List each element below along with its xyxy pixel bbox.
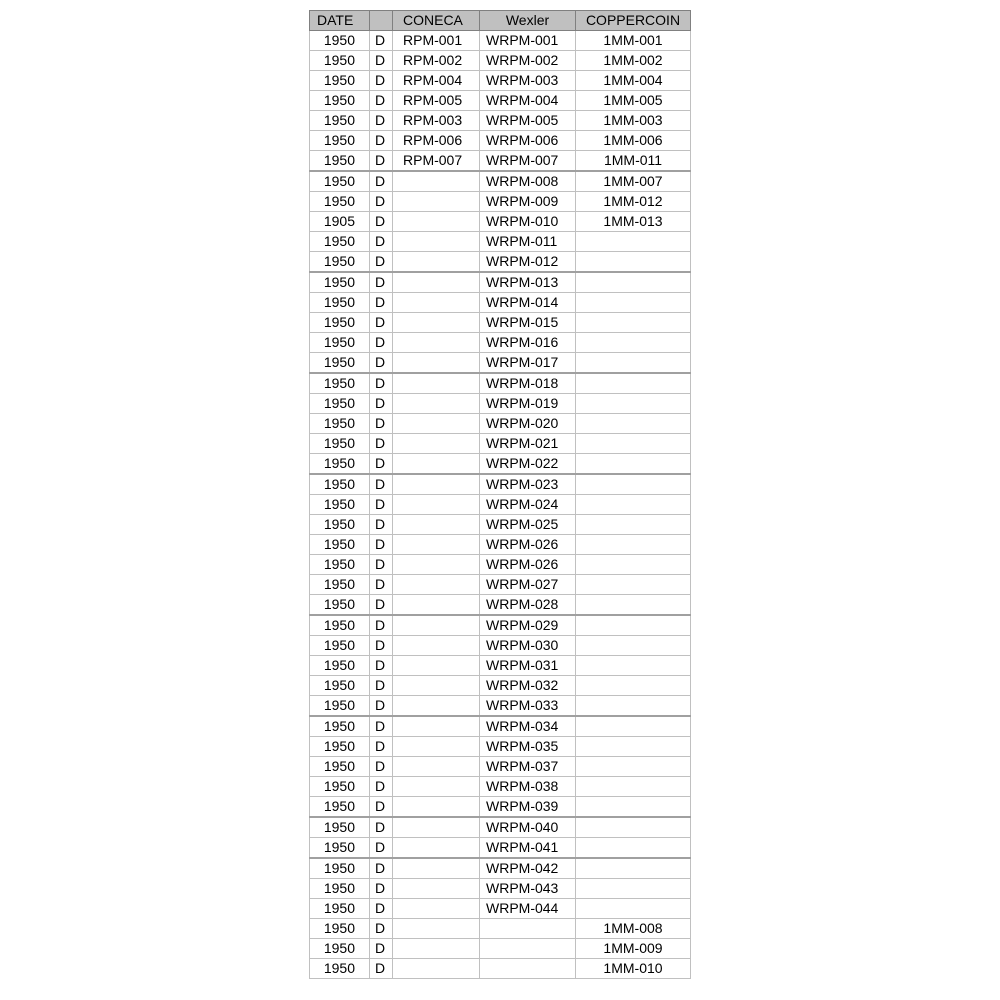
coppercoin-cell[interactable] <box>576 899 691 919</box>
date-cell[interactable]: 1950 <box>310 474 370 495</box>
coneca-cell[interactable] <box>393 373 480 394</box>
mint-cell[interactable]: D <box>370 777 393 797</box>
coppercoin-cell[interactable] <box>576 656 691 676</box>
mint-cell[interactable]: D <box>370 454 393 475</box>
mint-cell[interactable]: D <box>370 111 393 131</box>
mint-cell[interactable]: D <box>370 959 393 979</box>
date-cell[interactable]: 1950 <box>310 817 370 838</box>
coneca-cell[interactable] <box>393 414 480 434</box>
table-row <box>310 51 691 71</box>
date-cell[interactable]: 1950 <box>310 171 370 192</box>
mint-cell[interactable]: D <box>370 555 393 575</box>
coppercoin-cell[interactable] <box>576 595 691 616</box>
coppercoin-cell[interactable] <box>576 272 691 293</box>
coppercoin-cell[interactable] <box>576 333 691 353</box>
date-cell[interactable]: 1950 <box>310 454 370 475</box>
coneca-cell[interactable] <box>393 454 480 475</box>
mint-cell[interactable]: D <box>370 919 393 939</box>
coppercoin-cell[interactable]: 1MM-002 <box>576 51 691 71</box>
date-cell[interactable]: 1950 <box>310 232 370 252</box>
wexler-cell[interactable]: WRPM-005 <box>480 111 576 131</box>
wexler-cell[interactable]: WRPM-037 <box>480 757 576 777</box>
wexler-cell[interactable] <box>480 939 576 959</box>
header-coneca[interactable]: CONECA <box>393 11 480 31</box>
coppercoin-cell[interactable] <box>576 676 691 696</box>
mint-cell[interactable]: D <box>370 313 393 333</box>
mint-cell[interactable]: D <box>370 495 393 515</box>
table-row <box>310 535 691 555</box>
coneca-cell[interactable] <box>393 474 480 495</box>
wexler-cell[interactable]: WRPM-030 <box>480 636 576 656</box>
date-cell[interactable]: 1950 <box>310 555 370 575</box>
mint-cell[interactable]: D <box>370 131 393 151</box>
date-cell[interactable]: 1950 <box>310 91 370 111</box>
date-cell[interactable]: 1950 <box>310 111 370 131</box>
date-cell[interactable]: 1905 <box>310 212 370 232</box>
date-cell[interactable]: 1950 <box>310 151 370 172</box>
wexler-cell[interactable] <box>480 919 576 939</box>
table-row <box>310 595 691 616</box>
coneca-cell[interactable] <box>393 555 480 575</box>
coppercoin-cell[interactable]: 1MM-009 <box>576 939 691 959</box>
coppercoin-cell[interactable]: 1MM-007 <box>576 171 691 192</box>
mint-cell[interactable]: D <box>370 373 393 394</box>
table-row <box>310 232 691 252</box>
wexler-cell[interactable]: WRPM-035 <box>480 737 576 757</box>
table-row <box>310 151 691 172</box>
table-row <box>310 91 691 111</box>
coppercoin-cell[interactable] <box>576 454 691 475</box>
date-cell[interactable]: 1950 <box>310 515 370 535</box>
wexler-cell[interactable]: WRPM-016 <box>480 333 576 353</box>
table-row <box>310 495 691 515</box>
mint-cell[interactable]: D <box>370 151 393 172</box>
coppercoin-cell[interactable] <box>576 495 691 515</box>
coneca-cell[interactable] <box>393 595 480 616</box>
wexler-cell[interactable]: WRPM-040 <box>480 817 576 838</box>
date-cell[interactable]: 1950 <box>310 899 370 919</box>
coppercoin-cell[interactable] <box>576 817 691 838</box>
coneca-cell[interactable] <box>393 252 480 273</box>
coneca-cell[interactable] <box>393 495 480 515</box>
wexler-cell[interactable]: WRPM-041 <box>480 838 576 859</box>
coppercoin-cell[interactable] <box>576 615 691 636</box>
coppercoin-cell[interactable] <box>576 879 691 899</box>
mint-cell[interactable]: D <box>370 51 393 71</box>
wexler-cell[interactable]: WRPM-013 <box>480 272 576 293</box>
date-cell[interactable]: 1950 <box>310 51 370 71</box>
wexler-cell[interactable]: WRPM-010 <box>480 212 576 232</box>
coppercoin-cell[interactable] <box>576 353 691 374</box>
coppercoin-cell[interactable] <box>576 575 691 595</box>
coppercoin-cell[interactable] <box>576 515 691 535</box>
coppercoin-cell[interactable]: 1MM-005 <box>576 91 691 111</box>
table-row <box>310 192 691 212</box>
mint-cell[interactable]: D <box>370 939 393 959</box>
coppercoin-cell[interactable]: 1MM-003 <box>576 111 691 131</box>
mint-cell[interactable]: D <box>370 31 393 51</box>
wexler-cell[interactable]: WRPM-023 <box>480 474 576 495</box>
mint-cell[interactable]: D <box>370 817 393 838</box>
wexler-cell[interactable]: WRPM-042 <box>480 858 576 879</box>
date-cell[interactable]: 1950 <box>310 757 370 777</box>
wexler-cell[interactable]: WRPM-022 <box>480 454 576 475</box>
coneca-cell[interactable] <box>393 919 480 939</box>
table-row <box>310 858 691 879</box>
mint-cell[interactable]: D <box>370 858 393 879</box>
mint-cell[interactable]: D <box>370 71 393 91</box>
wexler-cell[interactable]: WRPM-006 <box>480 131 576 151</box>
table-row <box>310 313 691 333</box>
date-cell[interactable]: 1950 <box>310 939 370 959</box>
coppercoin-cell[interactable] <box>576 232 691 252</box>
date-cell[interactable]: 1950 <box>310 71 370 91</box>
mint-cell[interactable]: D <box>370 333 393 353</box>
coneca-cell[interactable]: RPM-004 <box>393 71 480 91</box>
wexler-cell[interactable]: WRPM-027 <box>480 575 576 595</box>
date-cell[interactable]: 1950 <box>310 373 370 394</box>
coneca-cell[interactable] <box>393 737 480 757</box>
mint-cell[interactable]: D <box>370 676 393 696</box>
date-cell[interactable]: 1950 <box>310 595 370 616</box>
date-cell[interactable]: 1950 <box>310 192 370 212</box>
coppercoin-cell[interactable]: 1MM-004 <box>576 71 691 91</box>
table-row <box>310 696 691 717</box>
date-cell[interactable]: 1950 <box>310 313 370 333</box>
coneca-cell[interactable]: RPM-006 <box>393 131 480 151</box>
table-row <box>310 434 691 454</box>
table-row <box>310 615 691 636</box>
date-cell[interactable]: 1950 <box>310 879 370 899</box>
table-body <box>310 31 691 979</box>
table-row <box>310 454 691 475</box>
mint-cell[interactable]: D <box>370 394 393 414</box>
mint-cell[interactable]: D <box>370 615 393 636</box>
coneca-cell[interactable] <box>393 575 480 595</box>
table-row <box>310 656 691 676</box>
coppercoin-cell[interactable] <box>576 636 691 656</box>
table-row <box>310 919 691 939</box>
coppercoin-cell[interactable] <box>576 777 691 797</box>
wexler-cell[interactable]: WRPM-018 <box>480 373 576 394</box>
coppercoin-cell[interactable]: 1MM-012 <box>576 192 691 212</box>
mint-cell[interactable]: D <box>370 575 393 595</box>
table-row <box>310 515 691 535</box>
table-row <box>310 636 691 656</box>
wexler-cell[interactable]: WRPM-024 <box>480 495 576 515</box>
mint-cell[interactable]: D <box>370 232 393 252</box>
date-cell[interactable]: 1950 <box>310 696 370 717</box>
mint-cell[interactable]: D <box>370 171 393 192</box>
coppercoin-cell[interactable] <box>576 838 691 859</box>
table-row <box>310 373 691 394</box>
date-cell[interactable]: 1950 <box>310 838 370 859</box>
coppercoin-cell[interactable] <box>576 716 691 737</box>
coppercoin-cell[interactable]: 1MM-001 <box>576 31 691 51</box>
coppercoin-cell[interactable]: 1MM-008 <box>576 919 691 939</box>
wexler-cell[interactable]: WRPM-043 <box>480 879 576 899</box>
coneca-cell[interactable]: RPM-003 <box>393 111 480 131</box>
table-row <box>310 474 691 495</box>
mint-cell[interactable]: D <box>370 434 393 454</box>
coppercoin-cell[interactable] <box>576 797 691 818</box>
date-cell[interactable]: 1950 <box>310 31 370 51</box>
coppercoin-cell[interactable] <box>576 757 691 777</box>
coneca-cell[interactable] <box>393 959 480 979</box>
date-cell[interactable]: 1950 <box>310 797 370 818</box>
wexler-cell[interactable]: WRPM-029 <box>480 615 576 636</box>
date-cell[interactable]: 1950 <box>310 414 370 434</box>
table-row <box>310 131 691 151</box>
wexler-cell[interactable]: WRPM-028 <box>480 595 576 616</box>
coppercoin-cell[interactable]: 1MM-006 <box>576 131 691 151</box>
coneca-cell[interactable] <box>393 939 480 959</box>
date-cell[interactable]: 1950 <box>310 394 370 414</box>
coppercoin-cell[interactable] <box>576 858 691 879</box>
coppercoin-cell[interactable] <box>576 696 691 717</box>
wexler-cell[interactable]: WRPM-021 <box>480 434 576 454</box>
mint-cell[interactable]: D <box>370 212 393 232</box>
coneca-cell[interactable] <box>393 313 480 333</box>
table-row <box>310 899 691 919</box>
coneca-cell[interactable] <box>393 656 480 676</box>
mint-cell[interactable]: D <box>370 272 393 293</box>
table-row <box>310 879 691 899</box>
coppercoin-cell[interactable]: 1MM-013 <box>576 212 691 232</box>
table-row <box>310 171 691 192</box>
table-row <box>310 353 691 374</box>
mint-cell[interactable]: D <box>370 636 393 656</box>
date-cell[interactable]: 1950 <box>310 252 370 273</box>
table-row <box>310 575 691 595</box>
wexler-cell[interactable]: WRPM-026 <box>480 535 576 555</box>
coneca-cell[interactable] <box>393 394 480 414</box>
wexler-cell[interactable]: WRPM-033 <box>480 696 576 717</box>
table-row <box>310 676 691 696</box>
mint-cell[interactable]: D <box>370 797 393 818</box>
date-cell[interactable]: 1950 <box>310 353 370 374</box>
wexler-cell[interactable]: WRPM-025 <box>480 515 576 535</box>
coppercoin-cell[interactable] <box>576 535 691 555</box>
date-cell[interactable]: 1950 <box>310 495 370 515</box>
coneca-cell[interactable] <box>393 192 480 212</box>
mint-cell[interactable]: D <box>370 879 393 899</box>
table-row <box>310 111 691 131</box>
table-row <box>310 797 691 818</box>
wexler-cell[interactable]: WRPM-015 <box>480 313 576 333</box>
mint-cell[interactable]: D <box>370 293 393 313</box>
header-row <box>310 11 691 31</box>
wexler-cell[interactable]: WRPM-039 <box>480 797 576 818</box>
header-coppercoin[interactable]: COPPERCOIN <box>576 11 691 31</box>
mint-cell[interactable]: D <box>370 353 393 374</box>
coneca-cell[interactable]: RPM-002 <box>393 51 480 71</box>
table-row <box>310 272 691 293</box>
date-cell[interactable]: 1950 <box>310 656 370 676</box>
wexler-cell[interactable]: WRPM-001 <box>480 31 576 51</box>
coneca-cell[interactable] <box>393 858 480 879</box>
table-row <box>310 212 691 232</box>
date-cell[interactable]: 1950 <box>310 676 370 696</box>
table-row <box>310 838 691 859</box>
table-row <box>310 757 691 777</box>
table-row <box>310 394 691 414</box>
coneca-cell[interactable] <box>393 838 480 859</box>
header-mint[interactable] <box>370 11 393 31</box>
coneca-cell[interactable] <box>393 879 480 899</box>
coppercoin-cell[interactable] <box>576 434 691 454</box>
wexler-cell[interactable]: WRPM-017 <box>480 353 576 374</box>
coneca-cell[interactable] <box>393 212 480 232</box>
coneca-cell[interactable] <box>393 171 480 192</box>
mint-cell[interactable]: D <box>370 535 393 555</box>
coneca-cell[interactable] <box>393 535 480 555</box>
mint-cell[interactable]: D <box>370 192 393 212</box>
wexler-cell[interactable]: WRPM-011 <box>480 232 576 252</box>
coppercoin-cell[interactable] <box>576 414 691 434</box>
mint-cell[interactable]: D <box>370 656 393 676</box>
coneca-cell[interactable] <box>393 615 480 636</box>
coneca-cell[interactable] <box>393 636 480 656</box>
wexler-cell[interactable]: WRPM-034 <box>480 716 576 737</box>
coppercoin-cell[interactable] <box>576 293 691 313</box>
table-header <box>310 11 691 31</box>
table-row <box>310 716 691 737</box>
coneca-cell[interactable] <box>393 434 480 454</box>
date-cell[interactable]: 1950 <box>310 636 370 656</box>
coneca-cell[interactable] <box>393 353 480 374</box>
coppercoin-cell[interactable]: 1MM-010 <box>576 959 691 979</box>
table-row <box>310 939 691 959</box>
coppercoin-cell[interactable] <box>576 474 691 495</box>
date-cell[interactable]: 1950 <box>310 858 370 879</box>
coppercoin-cell[interactable] <box>576 394 691 414</box>
header-date[interactable]: DATE <box>310 11 370 31</box>
coppercoin-cell[interactable] <box>576 737 691 757</box>
coppercoin-cell[interactable] <box>576 252 691 273</box>
coneca-cell[interactable] <box>393 797 480 818</box>
table-row <box>310 555 691 575</box>
mint-cell[interactable]: D <box>370 899 393 919</box>
wexler-cell[interactable]: WRPM-020 <box>480 414 576 434</box>
date-cell[interactable]: 1950 <box>310 434 370 454</box>
mint-cell[interactable]: D <box>370 252 393 273</box>
mint-cell[interactable]: D <box>370 716 393 737</box>
wexler-cell[interactable]: WRPM-031 <box>480 656 576 676</box>
date-cell[interactable]: 1950 <box>310 575 370 595</box>
table-row <box>310 333 691 353</box>
date-cell[interactable]: 1950 <box>310 716 370 737</box>
wexler-cell[interactable]: WRPM-038 <box>480 777 576 797</box>
table-row <box>310 293 691 313</box>
coneca-cell[interactable] <box>393 757 480 777</box>
coneca-cell[interactable] <box>393 333 480 353</box>
coneca-cell[interactable] <box>393 817 480 838</box>
table-row <box>310 777 691 797</box>
coneca-cell[interactable] <box>393 777 480 797</box>
date-cell[interactable]: 1950 <box>310 272 370 293</box>
date-cell[interactable]: 1950 <box>310 293 370 313</box>
mint-cell[interactable]: D <box>370 595 393 616</box>
wexler-cell[interactable] <box>480 959 576 979</box>
date-cell[interactable]: 1950 <box>310 737 370 757</box>
date-cell[interactable]: 1950 <box>310 333 370 353</box>
coppercoin-cell[interactable] <box>576 313 691 333</box>
coneca-cell[interactable] <box>393 716 480 737</box>
mint-cell[interactable]: D <box>370 757 393 777</box>
mint-cell[interactable]: D <box>370 515 393 535</box>
wexler-cell[interactable]: WRPM-008 <box>480 171 576 192</box>
table-row <box>310 817 691 838</box>
variety-table <box>309 10 691 979</box>
mint-cell[interactable]: D <box>370 91 393 111</box>
wexler-cell[interactable]: WRPM-044 <box>480 899 576 919</box>
date-cell[interactable]: 1950 <box>310 959 370 979</box>
mint-cell[interactable]: D <box>370 696 393 717</box>
mint-cell[interactable]: D <box>370 737 393 757</box>
date-cell[interactable]: 1950 <box>310 777 370 797</box>
date-cell[interactable]: 1950 <box>310 131 370 151</box>
coneca-cell[interactable]: RPM-007 <box>393 151 480 172</box>
date-cell[interactable]: 1950 <box>310 615 370 636</box>
date-cell[interactable]: 1950 <box>310 919 370 939</box>
date-cell[interactable]: 1950 <box>310 535 370 555</box>
coneca-cell[interactable] <box>393 293 480 313</box>
wexler-cell[interactable]: WRPM-032 <box>480 676 576 696</box>
coneca-cell[interactable] <box>393 696 480 717</box>
coppercoin-cell[interactable] <box>576 555 691 575</box>
table-row <box>310 737 691 757</box>
mint-cell[interactable]: D <box>370 414 393 434</box>
table-row <box>310 31 691 51</box>
coneca-cell[interactable]: RPM-005 <box>393 91 480 111</box>
coneca-cell[interactable] <box>393 676 480 696</box>
mint-cell[interactable]: D <box>370 474 393 495</box>
table-row <box>310 959 691 979</box>
wexler-cell[interactable]: WRPM-002 <box>480 51 576 71</box>
wexler-cell[interactable]: WRPM-007 <box>480 151 576 172</box>
wexler-cell[interactable]: WRPM-026 <box>480 555 576 575</box>
wexler-cell[interactable]: WRPM-003 <box>480 71 576 91</box>
mint-cell[interactable]: D <box>370 838 393 859</box>
table-row <box>310 252 691 273</box>
header-wexler[interactable]: Wexler <box>480 11 576 31</box>
coneca-cell[interactable]: RPM-001 <box>393 31 480 51</box>
coneca-cell[interactable] <box>393 272 480 293</box>
table-row <box>310 414 691 434</box>
table-row <box>310 71 691 91</box>
wexler-cell[interactable]: WRPM-009 <box>480 192 576 212</box>
wexler-cell[interactable]: WRPM-012 <box>480 252 576 273</box>
coppercoin-cell[interactable]: 1MM-011 <box>576 151 691 172</box>
wexler-cell[interactable]: WRPM-014 <box>480 293 576 313</box>
coppercoin-cell[interactable] <box>576 373 691 394</box>
wexler-cell[interactable]: WRPM-019 <box>480 394 576 414</box>
coneca-cell[interactable] <box>393 232 480 252</box>
coneca-cell[interactable] <box>393 515 480 535</box>
wexler-cell[interactable]: WRPM-004 <box>480 91 576 111</box>
coneca-cell[interactable] <box>393 899 480 919</box>
